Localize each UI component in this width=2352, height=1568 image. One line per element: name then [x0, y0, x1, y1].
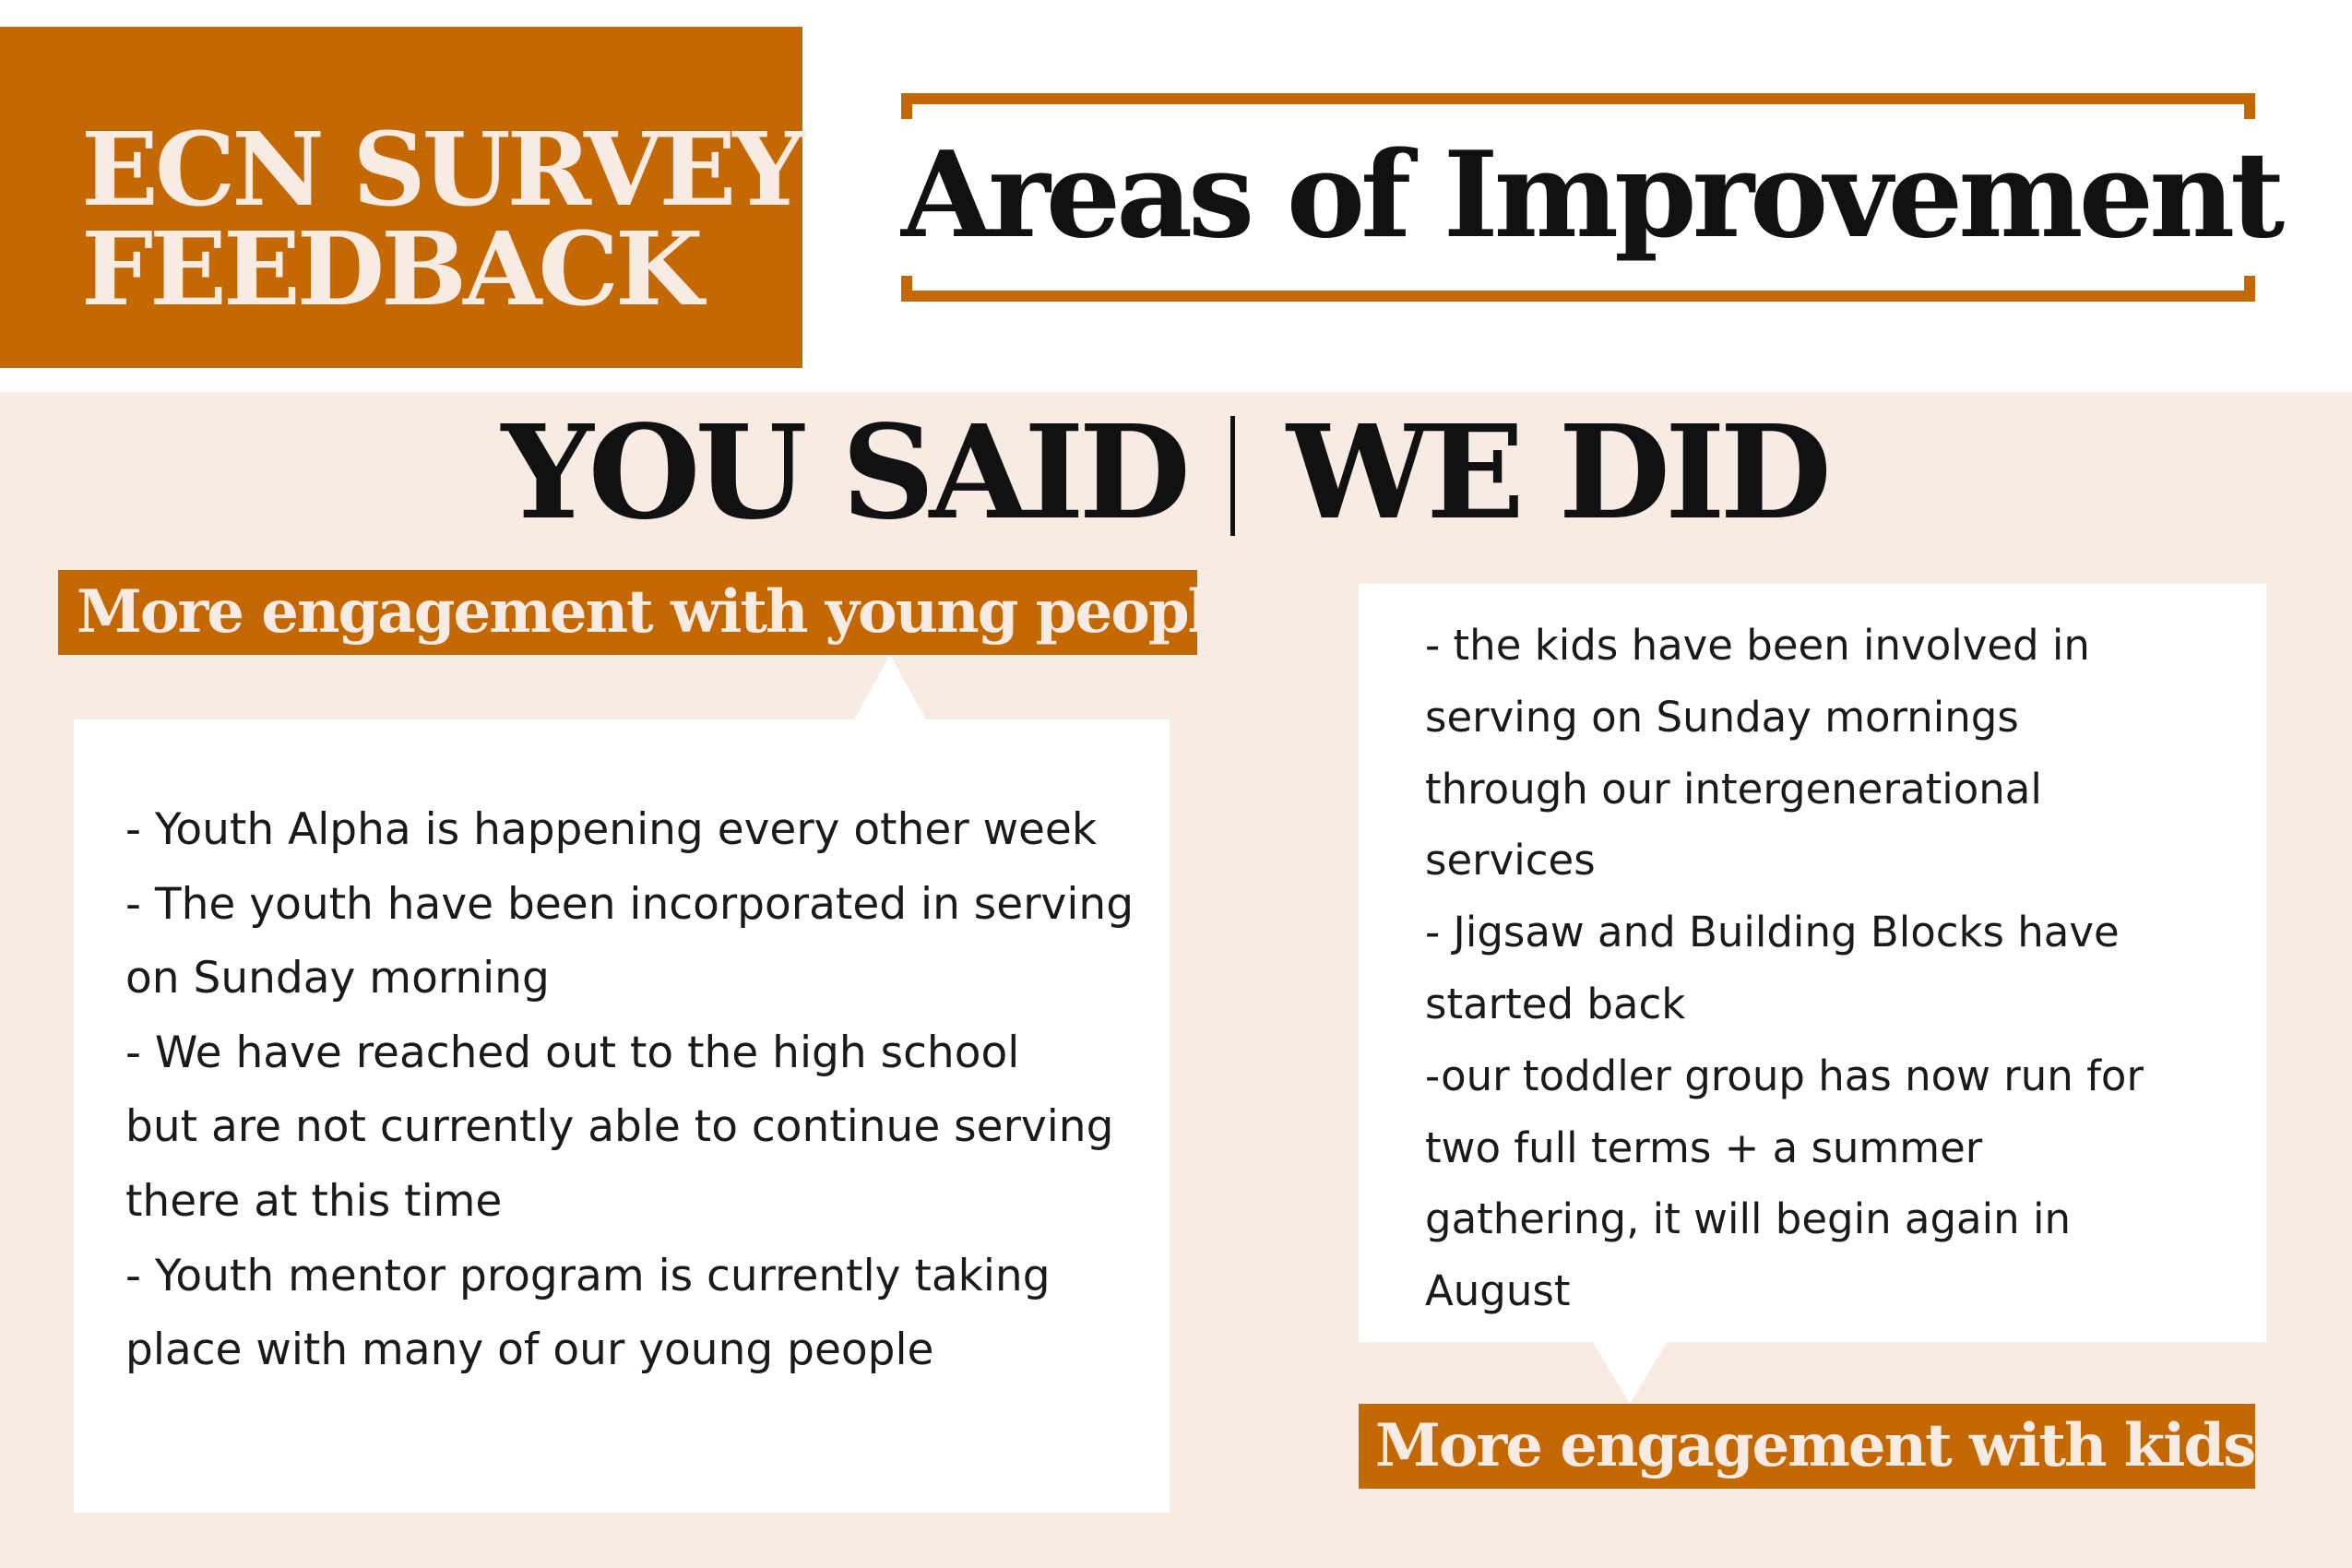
frame-bottom-bar — [901, 291, 2255, 302]
brand-title-line-1: ECN SURVEY — [81, 110, 802, 229]
kids-label: More engagement with kids — [1359, 1404, 2255, 1489]
frame-corner-tick — [901, 93, 912, 119]
response-line: started back — [1425, 979, 1686, 1028]
headline-divider — [1230, 416, 1235, 536]
headline-you-said: YOU SAID — [501, 398, 1185, 549]
young-people-response-bubble — [74, 719, 1170, 1513]
response-line: place with many of our young people — [125, 1324, 934, 1376]
response-line: serving on Sunday mornings — [1425, 692, 2019, 742]
title-frame — [901, 93, 2281, 302]
response-line: two full terms + a summer — [1425, 1123, 1983, 1172]
frame-corner-tick — [2244, 93, 2255, 119]
response-line: - the kids have been involved in — [1425, 621, 2090, 670]
frame-corner-tick — [2244, 276, 2255, 302]
response-line: - Youth Alpha is happening every other week — [125, 804, 1098, 855]
kids-response-bubble — [1359, 584, 2266, 1342]
response-line: - We have reached out to the high school — [125, 1027, 1020, 1078]
response-line: through our intergenerational — [1425, 764, 2042, 814]
frame-corner-tick — [901, 276, 912, 302]
frame-top-bar — [901, 93, 2255, 104]
page-title: Areas of Improvement — [901, 126, 2281, 265]
response-line: August — [1425, 1266, 1571, 1316]
response-line: on Sunday morning — [125, 953, 550, 1004]
response-line: gathering, it will begin again in — [1425, 1194, 2071, 1244]
response-line: but are not currently able to continue serving — [125, 1101, 1114, 1153]
response-line: services — [1425, 836, 1596, 885]
response-line: -our toddler group has now run for — [1425, 1051, 2144, 1100]
response-line: - Youth mentor program is currently taking — [125, 1250, 1051, 1301]
headline — [0, 399, 2352, 547]
response-line: - The youth have been incorporated in serving — [125, 878, 1134, 930]
young-people-label: More engagement with young people — [58, 570, 1197, 655]
headline-we-did: WE DID — [1287, 398, 1826, 549]
survey-brand-block — [0, 27, 802, 368]
bubble-pointer-up — [853, 655, 927, 721]
bubble-pointer-down — [1593, 1342, 1667, 1404]
brand-title-line-2: FEEDBACK — [81, 209, 700, 328]
response-line: - Jigsaw and Building Blocks have — [1425, 908, 2120, 957]
response-line: there at this time — [125, 1175, 503, 1227]
